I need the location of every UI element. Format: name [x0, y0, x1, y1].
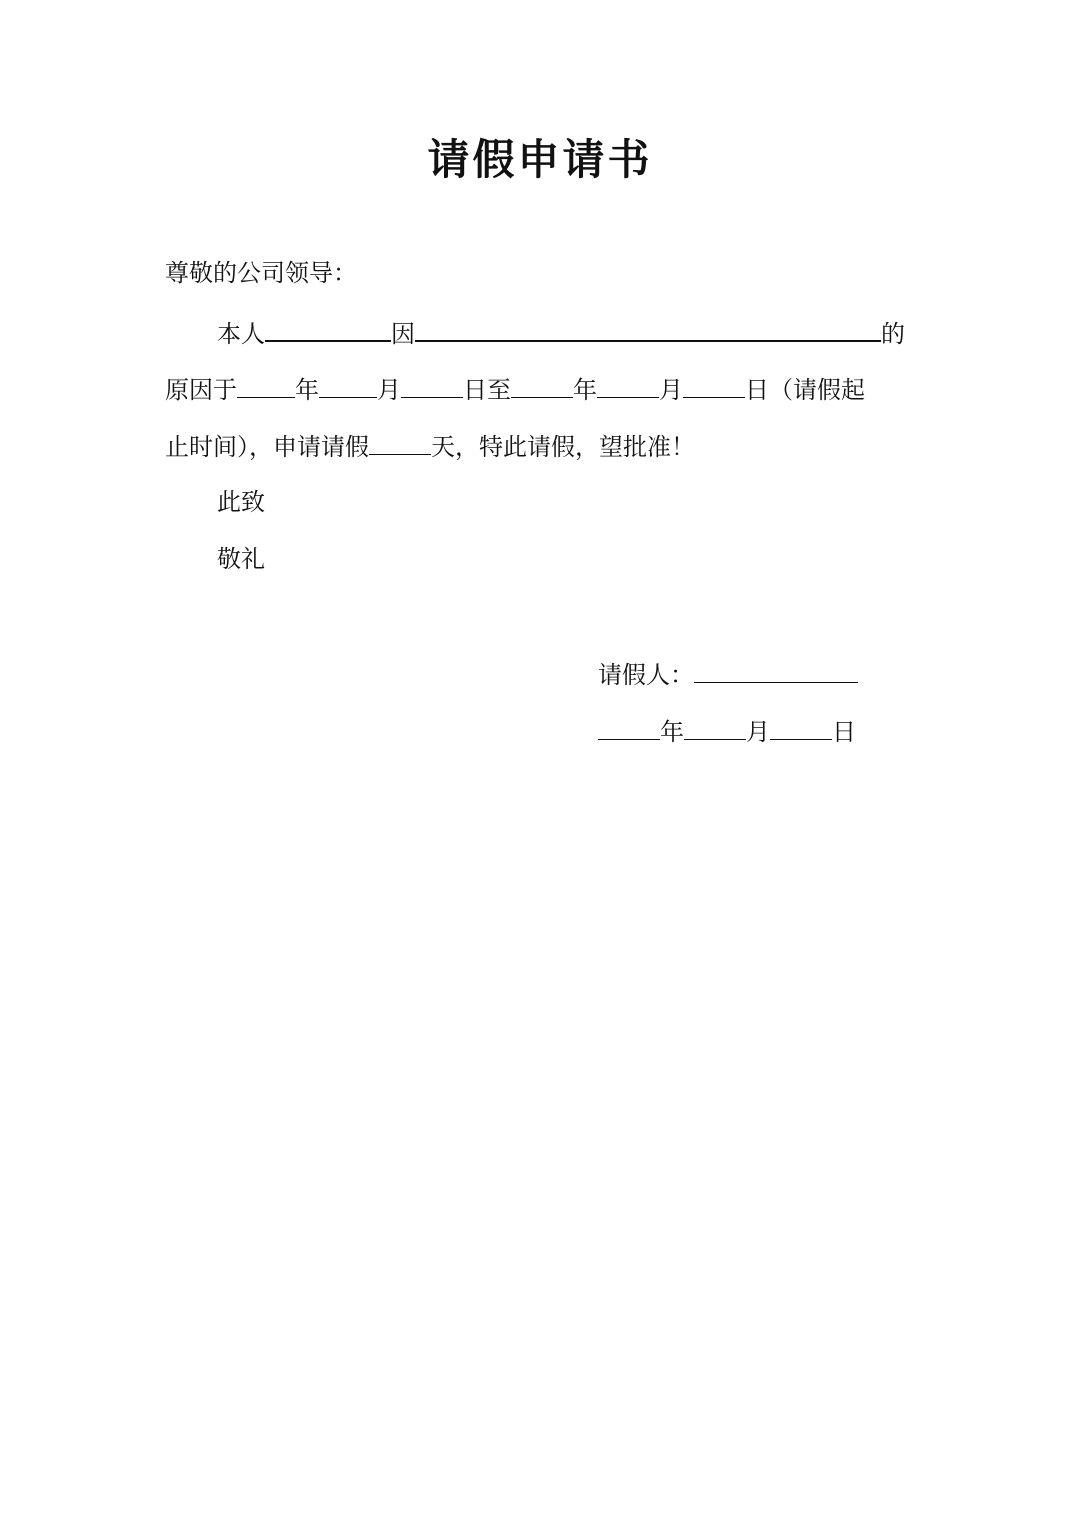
name-blank[interactable] [265, 314, 391, 342]
sign-month-blank[interactable] [684, 713, 746, 740]
start-year-blank[interactable] [237, 371, 295, 398]
year-label: 年 [573, 376, 597, 404]
year-label: 年 [295, 376, 319, 404]
month-label: 月 [659, 376, 683, 404]
signature-line [598, 656, 858, 692]
sign-month-label: 月 [746, 718, 770, 746]
sign-year-blank[interactable] [598, 713, 660, 740]
reason-at-label: 原因于 [165, 376, 237, 404]
sign-year-label: 年 [660, 718, 684, 746]
applicant-label: 请假人： [598, 661, 694, 689]
signature-date-line [598, 713, 856, 749]
date-range-line [165, 371, 865, 407]
day-label: 日（请假起 [745, 376, 865, 404]
sign-day-label: 日 [832, 718, 856, 746]
end-year-blank[interactable] [511, 371, 573, 398]
days-blank[interactable] [369, 428, 431, 455]
of-label: 的 [881, 320, 905, 348]
end-month-blank[interactable] [597, 371, 659, 398]
start-month-blank[interactable] [319, 371, 377, 398]
self-label: 本人 [217, 320, 265, 348]
request-label: 天，特此请假，望批准！ [431, 433, 695, 461]
reason-blank[interactable] [415, 314, 881, 342]
day-to-label: 日至 [463, 376, 511, 404]
days-line [165, 428, 695, 464]
closing-regards: 敬礼 [217, 545, 265, 573]
end-day-blank[interactable] [683, 371, 745, 398]
applicant-blank[interactable] [694, 656, 858, 683]
closing-greeting: 此致 [217, 488, 265, 516]
salutation: 尊敬的公司领导： [165, 259, 357, 287]
month-label: 月 [377, 376, 401, 404]
start-day-blank[interactable] [401, 371, 463, 398]
period-label: 止时间），申请请假 [165, 433, 369, 461]
because-label: 因 [391, 320, 415, 348]
reason-line [217, 314, 905, 351]
document-title: 请假申请书 [427, 135, 653, 184]
sign-day-blank[interactable] [770, 713, 832, 740]
